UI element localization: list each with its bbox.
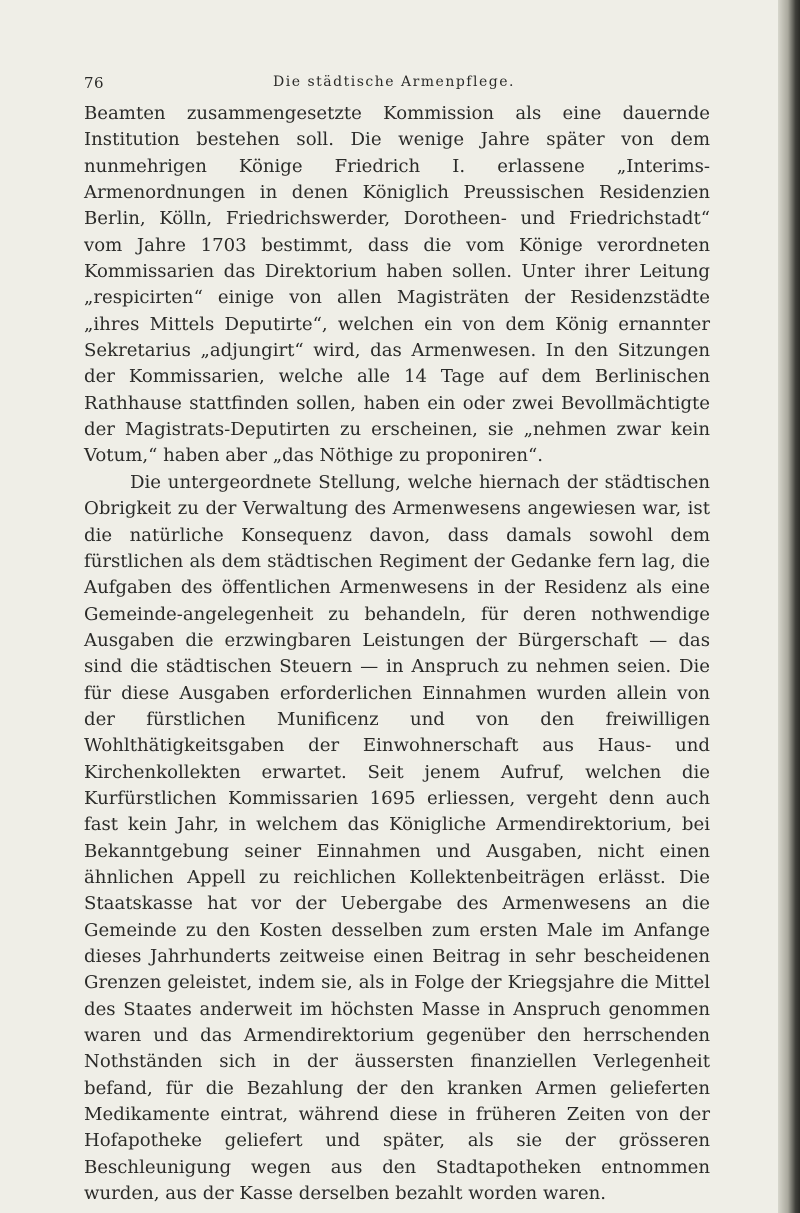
body-text	[84, 101, 710, 1207]
paragraph: Die untergeordnete Stellung, welche hiernach der städtischen Obrigkeit zu der Verwaltung des Armenwesens angewiesen war, ist die natürliche Konsequenz davon, dass damals sowohl dem fürstlichen als dem städtischen Regiment der Gedanke fern lag, die Aufgaben des öffentlichen Armenwesens in der Residenz als eine Gemeinde-angelegenheit zu behandeln, für deren nothwendige Ausgaben die erzwingbaren Leistungen der Bürgerschaft — das sind die städtischen Steuern — in Anspruch zu nehmen seien. Die für diese Ausgaben erforderlichen Einnahmen wurden allein von der fürstlichen Munificenz und von den freiwilligen Wohlthätigkeitsgaben der Einwohnerschaft aus Haus- und Kirchenkollekten erwartet. Seit jenem Aufruf, welchen die Kurfürstlichen Kommissarien 1695 erliessen, vergeht denn auch fast kein Jahr, in welchem das Königliche Armendirektorium, bei Bekanntgebung seiner Einnahmen und Ausgaben, nicht einen ähnlichen Appell zu reichlichen Kollektenbeiträgen erlässt. Die Staatskasse hat vor der Uebergabe des Armenwesens an die Gemeinde zu den Kosten desselben zum ersten Male im Anfange dieses Jahrhunderts zeitweise einen Beitrag in sehr bescheidenen Grenzen geleistet, indem sie, als in Folge der Kriegsjahre die Mittel des Staates anderweit im höchsten Masse in Anspruch genommen waren und das Armendirektorium gegenüber den herrschenden Nothständen sich in der äussersten finanziellen Verlegenheit befand, für die Bezahlung der den kranken Armen gelieferten Medikamente eintrat, während diese in früheren Zeiten von der Hofapotheke geliefert und später, als sie der grösseren Beschleunigung wegen aus den Stadtapotheken entnommen wurden, aus der Kasse derselben bezahlt worden waren.	[84, 471, 710, 1205]
page-header	[84, 74, 704, 96]
page-number: 76	[84, 74, 105, 92]
page-edge-shadow	[778, 0, 800, 1213]
paragraph: Beamten zusammengesetzte Kommission als eine dauernde Institution bestehen soll. Die wenige Jahre später von dem nunmehrigen Könige Friedrich I. erlassene „Interims-Armenordnungen in denen Königlich Preussischen Residenzien Berlin, Kölln, Friedrichswerder, Dorotheen- und Friedrichstadt“ vom Jahre 1703 bestimmt, dass die vom Könige verordneten Kommissarien das Direktorium haben sollen. Unter ihrer Leitung „respicirten“ einige von allen Magisträten der Residenzstädte „ihres Mittels Deputirte“, welchen ein von dem König ernannter Sekretarius „adjungirt“ wird, das Armenwesen. In den Sitzungen der Kommissarien, welche alle 14 Tage auf dem Berlinischen Rathhause stattfinden sollen, haben ein oder zwei Bevollmächtigte der Magistrats-Deputirten zu erscheinen, sie „nehmen zwar kein Votum,“ haben aber „das Nöthige zu proponiren“.	[84, 103, 710, 467]
running-title: Die städtische Armenpflege.	[273, 74, 515, 90]
